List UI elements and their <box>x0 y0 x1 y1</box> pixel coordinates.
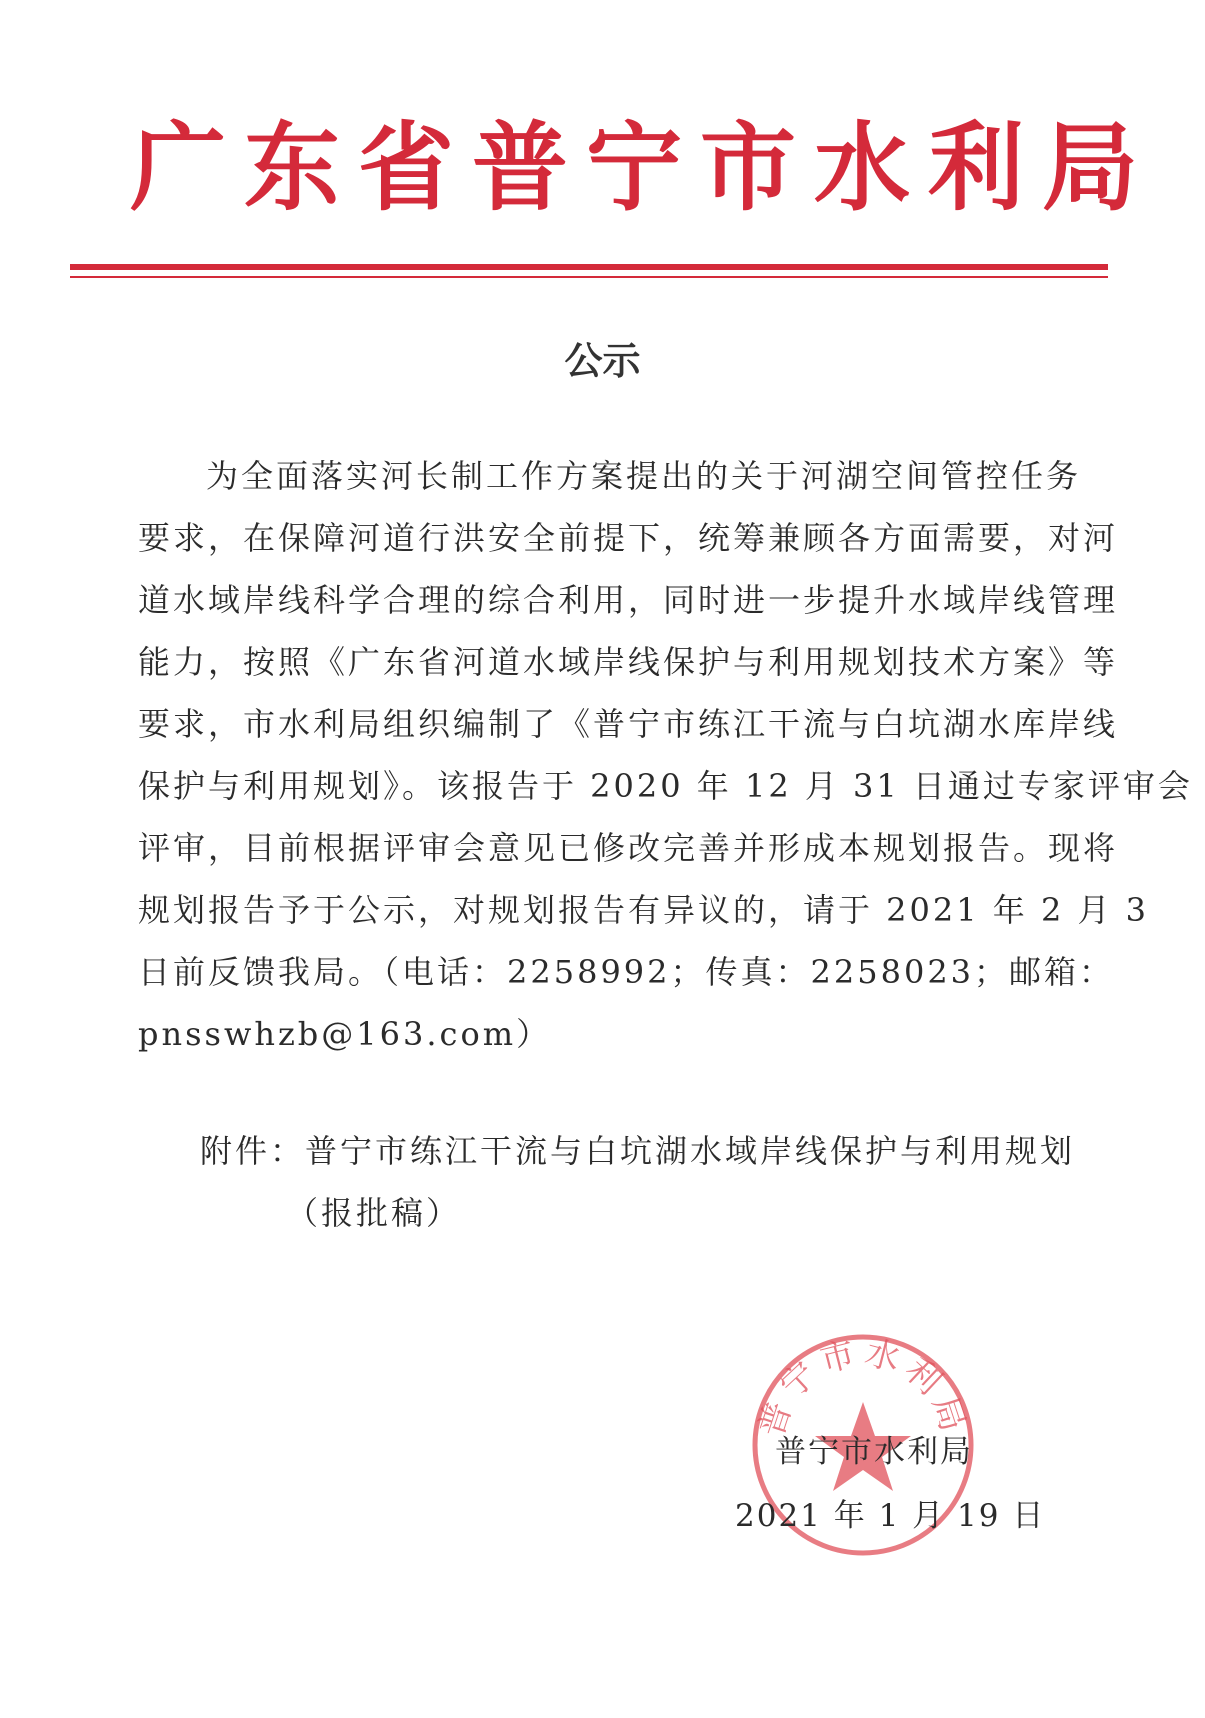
attachment-line: 附件：普宁市练江干流与白坑湖水域岸线保护与利用规划 <box>200 1132 1076 1170</box>
attachment-line: （报批稿） <box>286 1194 462 1232</box>
signature-date: 2021 年 1 月 19 日 <box>735 1498 1046 1534</box>
body-line: 日前反馈我局。（电话：2258992；传真：2258023；邮箱： <box>138 953 1115 991</box>
body-line: 评审，目前根据评审会意见已修改完善并形成本规划报告。现将 <box>138 829 1119 867</box>
notice-title: 公示 <box>564 339 641 383</box>
body-line: 要求，在保障河道行洪安全前提下，统筹兼顾各方面需要，对河 <box>138 519 1119 557</box>
body-line: 道水域岸线科学合理的综合利用，同时进一步提升水域岸线管理 <box>138 581 1119 619</box>
notice-body <box>138 445 1193 1065</box>
attachment-note <box>200 1120 1076 1244</box>
body-line: 规划报告予于公示，对规划报告有异议的，请于 2021 年 2 月 3 <box>138 891 1150 929</box>
letterhead-rule-thin <box>70 276 1108 278</box>
signature-block <box>735 1420 1046 1548</box>
body-line: 为全面落实河长制工作方案提出的关于河湖空间管控任务 <box>206 457 1082 495</box>
body-line: 能力，按照《广东省河道水域岸线保护与利用规划技术方案》等 <box>138 643 1119 681</box>
svg-text:普宁市水利局: 普宁市水利局 <box>751 1332 975 1442</box>
body-line: 保护与利用规划》。该报告于 2020 年 12 月 31 日通过专家评审会 <box>138 767 1193 805</box>
body-line: 要求，市水利局组织编制了《普宁市练江干流与白坑湖水库岸线 <box>138 705 1119 743</box>
letterhead-rule-thick <box>70 264 1108 270</box>
body-line-email: pnsswhzb@163.com） <box>138 1015 552 1053</box>
signature-organization: 普宁市水利局 <box>775 1434 973 1470</box>
letterhead-title: 广东省普宁市水利局 <box>130 111 1156 224</box>
